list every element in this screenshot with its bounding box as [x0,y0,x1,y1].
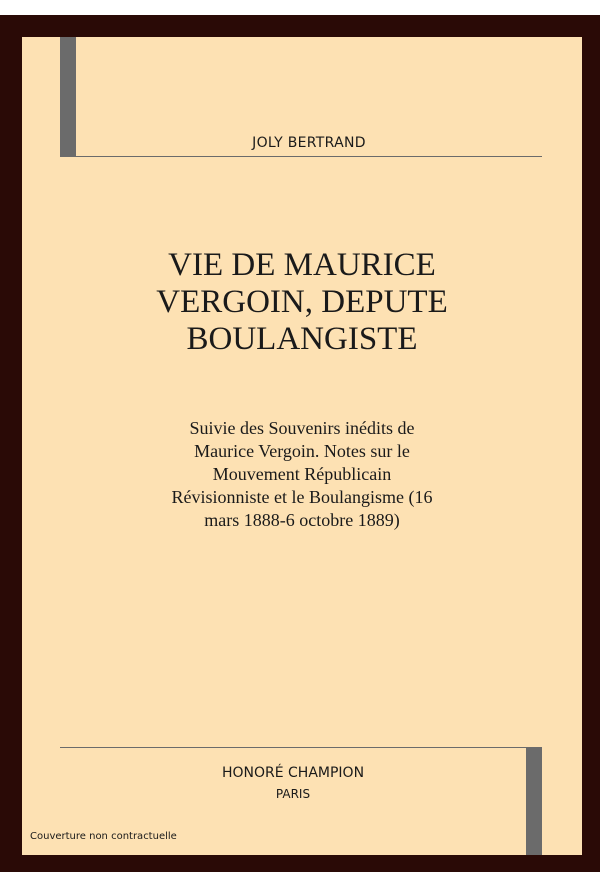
book-cover [22,37,582,855]
bottom-accent-bar [526,747,542,855]
subtitle-line: Révisionniste et le Boulangisme (16 [171,487,433,507]
subtitle-line: Mouvement Républicain [212,464,392,484]
bottom-rule [60,747,526,748]
title-line: VERGOIN, DEPUTE [156,284,448,320]
author-name: JOLY BERTRAND [252,135,366,151]
publisher-name: HONORÉ CHAMPION [221,765,365,781]
title-line: VIE DE MAURICE [168,247,436,283]
top-rule [76,156,542,157]
top-accent-bar [60,37,76,157]
book-title [52,247,552,358]
cover-frame [0,15,600,872]
book-subtitle [142,417,462,532]
subtitle-line: Suivie des Souvenirs inédits de [189,418,415,438]
subtitle-line: Maurice Vergoin. Notes sur le [194,441,410,461]
subtitle-line: mars 1888-6 octobre 1889) [204,510,400,530]
title-line: BOULANGISTE [186,321,418,357]
publisher-city: PARIS [275,787,311,801]
cover-disclaimer: Couverture non contractuelle [30,831,177,842]
